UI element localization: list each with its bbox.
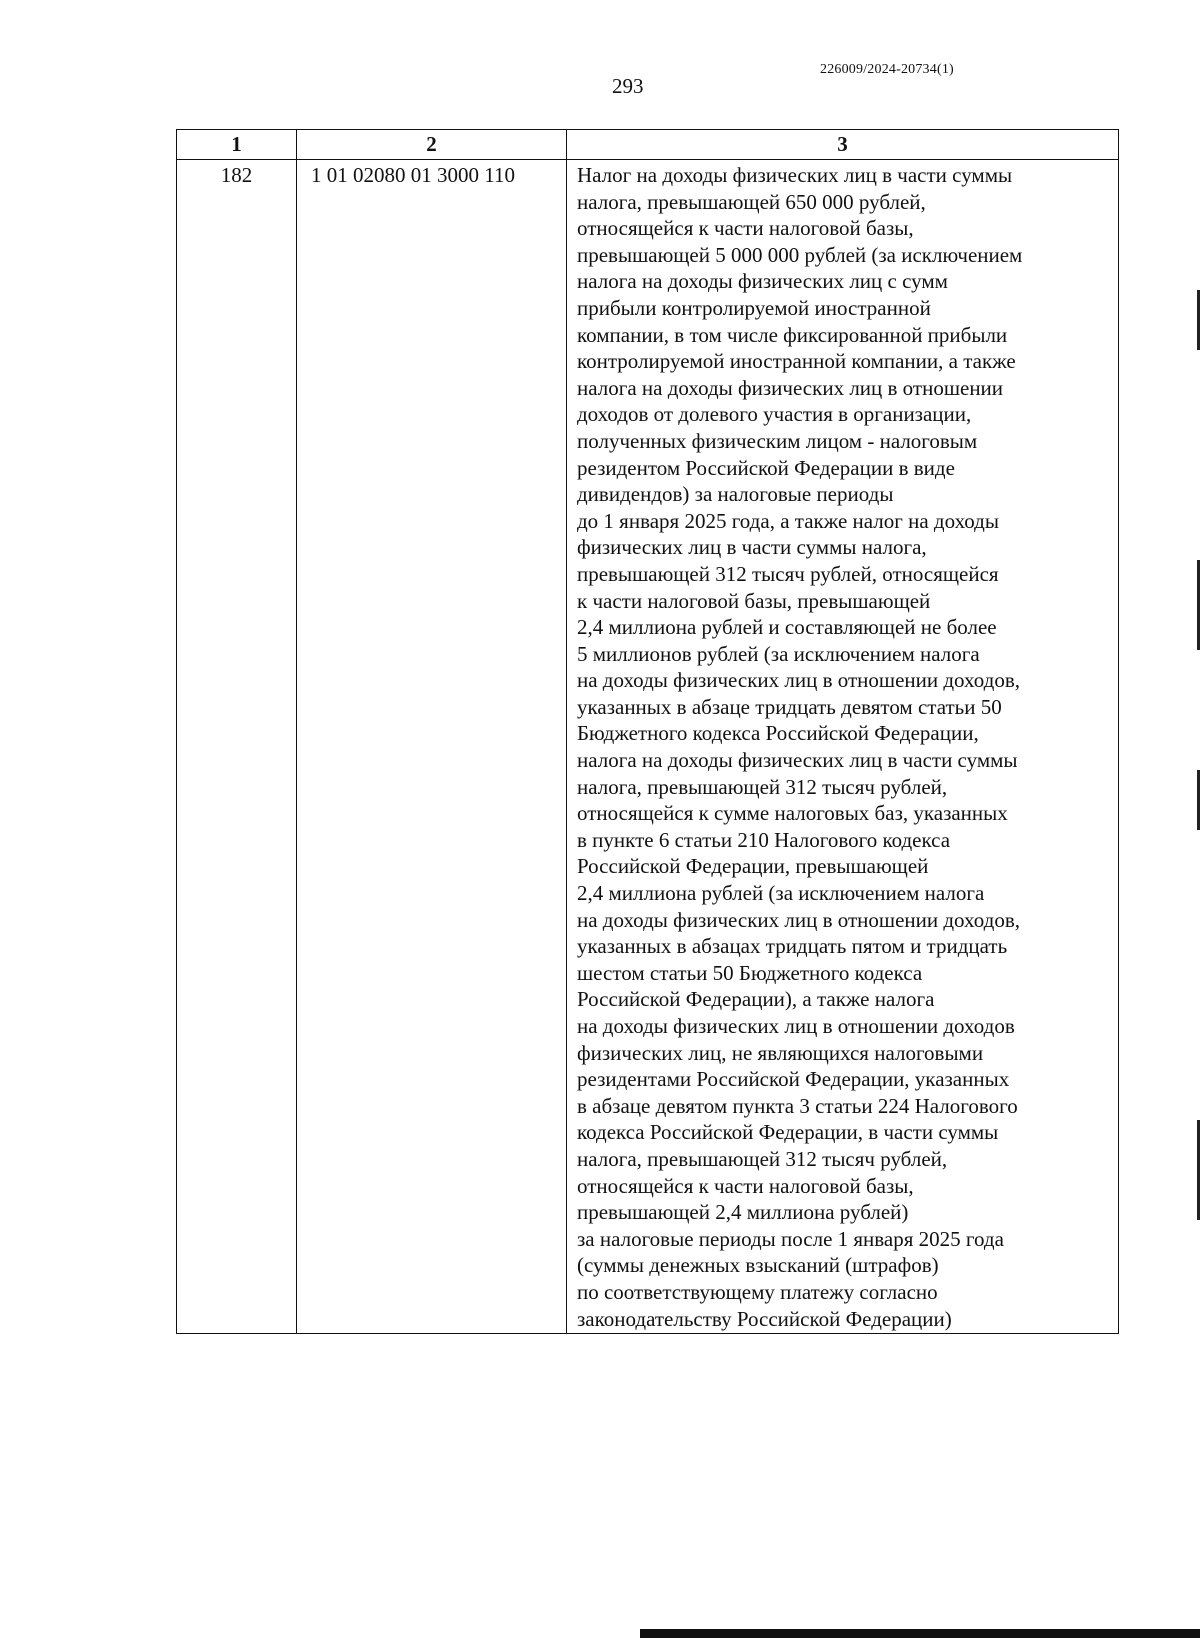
column-header-3: 3 xyxy=(567,130,1119,160)
budget-classification-code-cell: 1 01 02080 01 3000 110 xyxy=(297,160,567,1334)
description-line: контролируемой иностранной компании, а также xyxy=(577,349,1016,374)
description-line: налога, превышающей 312 тысяч рублей, xyxy=(577,774,948,799)
description-line: резидентами Российской Федерации, указанных xyxy=(577,1067,1010,1092)
column-header-2: 2 xyxy=(297,130,567,160)
description-line: указанных в абзаце тридцать девятом статьи 50 xyxy=(577,694,1002,719)
description-line: до 1 января 2025 года, а также налог на доходы xyxy=(577,508,999,533)
description-line: в пункте 6 статьи 210 Налогового кодекса xyxy=(577,827,951,852)
description-line: физических лиц в части суммы налога, xyxy=(577,535,927,560)
description-line: указанных в абзацах тридцать пятом и тридцать xyxy=(577,934,1008,959)
description-line: относящейся к сумме налоговых баз, указанных xyxy=(577,801,1008,826)
description-line: прибыли контролируемой иностранной xyxy=(577,295,931,320)
description-line: на доходы физических лиц в отношении доходов, xyxy=(577,668,1020,693)
description-line: резидентом Российской Федерации в виде xyxy=(577,455,955,480)
description-line: шестом статьи 50 Бюджетного кодекса xyxy=(577,960,923,985)
description-line: налога на доходы физических лиц с сумм xyxy=(577,269,948,294)
description-line: налога на доходы физических лиц в части суммы xyxy=(577,748,1018,773)
table-row xyxy=(177,160,1119,1334)
budget-classification-table xyxy=(176,129,1119,1334)
document-registration-number: 226009/2024-20734(1) xyxy=(820,62,954,77)
description-line: относящейся к части налоговой базы, xyxy=(577,216,914,241)
page-number: 293 xyxy=(612,74,644,98)
description-line: налога, превышающей 312 тысяч рублей, xyxy=(577,1146,948,1171)
description-line: относящейся к части налоговой базы, xyxy=(577,1173,914,1198)
description-line: превышающей 312 тысяч рублей, относящейся xyxy=(577,561,999,586)
description-line: 5 миллионов рублей (за исключением налога xyxy=(577,641,980,666)
description-line: дивидендов) за налоговые периоды xyxy=(577,482,894,507)
description-line: физических лиц, не являющихся налоговыми xyxy=(577,1040,984,1065)
description-line: Российской Федерации, превышающей xyxy=(577,854,929,879)
description-line: за налоговые периоды после 1 января 2025 года xyxy=(577,1226,1004,1251)
description-line: на доходы физических лиц в отношении доходов, xyxy=(577,907,1020,932)
description-line: превышающей 2,4 миллиона рублей) xyxy=(577,1200,909,1225)
description-line: 2,4 миллиона рублей (за исключением налога xyxy=(577,881,985,906)
administrator-code-cell: 182 xyxy=(177,160,297,1334)
description-line: полученных физическим лицом - налоговым xyxy=(577,428,978,453)
column-header-1: 1 xyxy=(177,130,297,160)
description-line: превышающей 5 000 000 рублей (за исключением xyxy=(577,242,1023,267)
income-description-cell xyxy=(567,160,1119,1334)
description-line: (суммы денежных взысканий (штрафов) xyxy=(577,1253,939,1278)
description-line: Российской Федерации), а также налога xyxy=(577,987,935,1012)
description-line: налога, превышающей 650 000 рублей, xyxy=(577,189,926,214)
description-line: Налог на доходы физических лиц в части суммы xyxy=(577,163,1013,187)
description-line: законодательству Российской Федерации) xyxy=(577,1306,952,1331)
description-line: в абзаце девятом пункта 3 статьи 224 Налогового xyxy=(577,1093,1018,1118)
description-line: к части налоговой базы, превышающей xyxy=(577,588,931,613)
description-line: доходов от долевого участия в организации, xyxy=(577,402,972,427)
description-line: компании, в том числе фиксированной прибыли xyxy=(577,322,1008,347)
description-line: налога на доходы физических лиц в отношении xyxy=(577,375,1004,400)
description-line: 2,4 миллиона рублей и составляющей не более xyxy=(577,615,997,640)
table-header-row xyxy=(177,130,1119,160)
description-line: по соответствующему платежу согласно xyxy=(577,1279,938,1304)
description-line: Бюджетного кодекса Российской Федерации, xyxy=(577,721,979,746)
description-line: кодекса Российской Федерации, в части суммы xyxy=(577,1120,999,1145)
scan-bottom-band xyxy=(640,1629,1200,1638)
description-line: на доходы физических лиц в отношении доходов xyxy=(577,1014,1015,1038)
